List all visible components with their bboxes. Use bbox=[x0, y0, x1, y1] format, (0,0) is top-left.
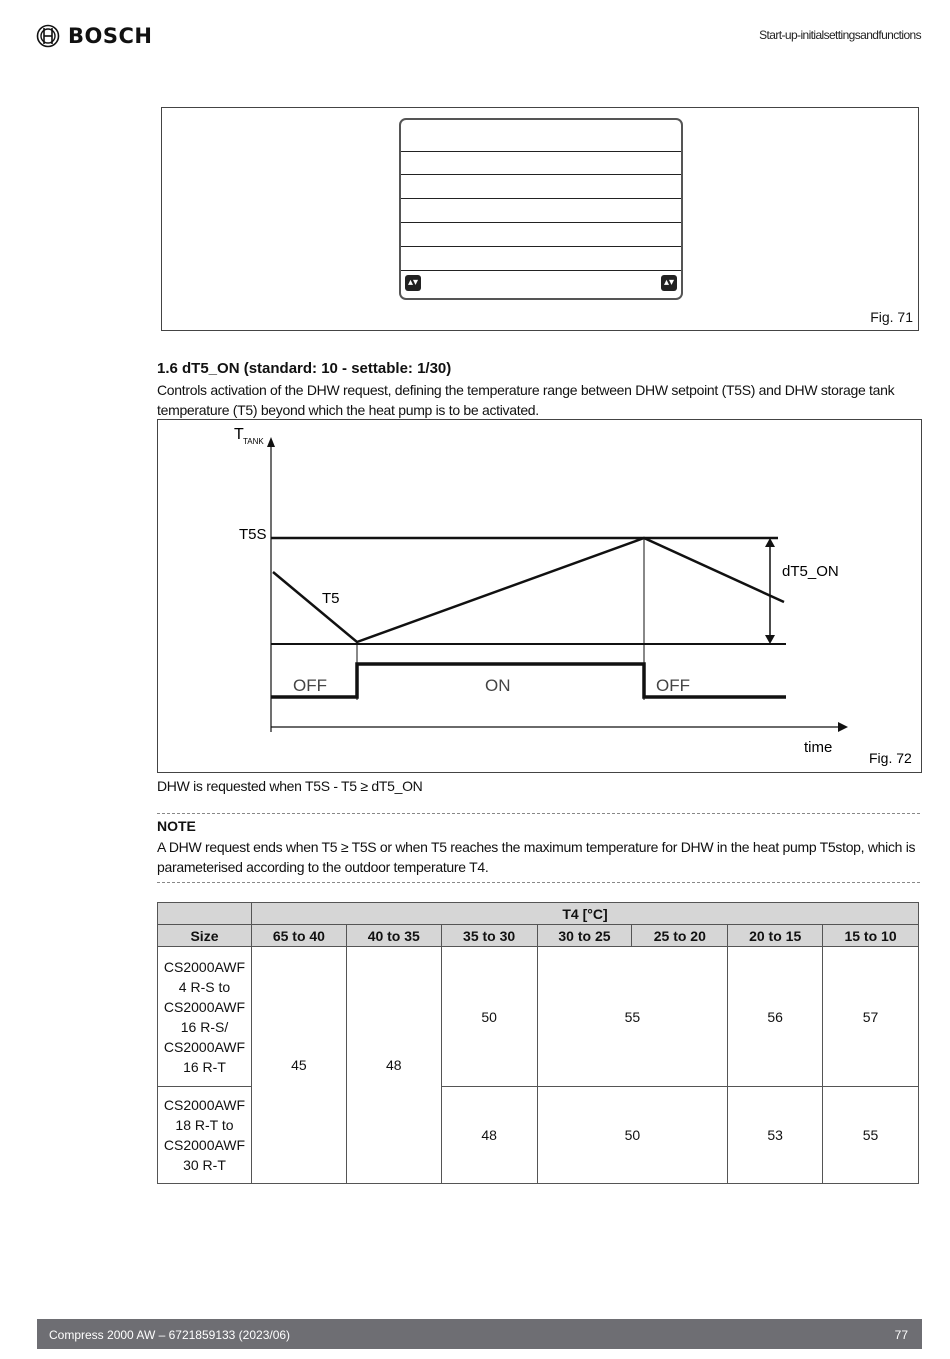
table-cell: 48 bbox=[346, 947, 441, 1184]
table-cell: 57 bbox=[823, 947, 919, 1087]
x-axis-arrow-icon bbox=[838, 722, 848, 732]
table-column-header-row bbox=[158, 925, 919, 947]
bosch-armature-icon bbox=[36, 24, 60, 48]
table-cell: 55 bbox=[823, 1087, 919, 1184]
controller-display-panel bbox=[399, 118, 683, 300]
note-text: A DHW request ends when T5 ≥ T5S or when T5 reaches the maximum temperature for DHW in the heat pump T5stop, which is parameterised according to the outdoor temperature T4. bbox=[157, 839, 916, 875]
table-header-blank bbox=[158, 903, 252, 925]
figure-72-label: Fig. 72 bbox=[869, 750, 912, 766]
table-header-size: Size bbox=[158, 925, 252, 947]
state-on: ON bbox=[485, 676, 511, 695]
state-off-2: OFF bbox=[656, 676, 690, 695]
request-condition-caption: DHW is requested when T5S - T5 ≥ dT5_ON bbox=[157, 778, 423, 794]
table-header-col: 20 to 15 bbox=[728, 925, 823, 947]
footer-page-number: 77 bbox=[894, 1328, 908, 1342]
table-header-col: 65 to 40 bbox=[251, 925, 346, 947]
t5-tank-temperature-curve bbox=[273, 538, 784, 642]
table-row bbox=[158, 947, 919, 1087]
table-cell: 53 bbox=[728, 1087, 823, 1184]
footer-document-id: Compress 2000 AW – 6721859133 (2023/06) bbox=[49, 1328, 291, 1342]
table-cell-size: CS2000AWF 4 R-S to CS2000AWF 16 R-S/ CS2000AWF 16 R-T bbox=[158, 947, 252, 1087]
dimension-arrow-down-icon bbox=[765, 635, 775, 644]
x-axis-label: time bbox=[804, 739, 833, 756]
table-cell: 55 bbox=[537, 947, 728, 1087]
page-footer bbox=[37, 1319, 922, 1349]
note-heading: NOTE bbox=[157, 818, 196, 834]
state-off-1: OFF bbox=[293, 676, 327, 695]
panel-row-divider bbox=[401, 174, 681, 175]
panel-row-divider bbox=[401, 270, 681, 271]
table-group-header: T4 [°C] bbox=[251, 903, 918, 925]
panel-row-divider bbox=[401, 151, 681, 152]
panel-row-divider bbox=[401, 222, 681, 223]
header-section-title: Start-up-initialsettingsandfunctions bbox=[759, 28, 921, 42]
figure-72 bbox=[157, 419, 922, 773]
note-divider-top bbox=[157, 813, 920, 814]
table-header-col: 40 to 35 bbox=[346, 925, 441, 947]
panel-row-divider bbox=[401, 246, 681, 247]
figure-71 bbox=[161, 107, 919, 331]
brand-logo bbox=[36, 24, 152, 48]
panel-row-divider bbox=[401, 198, 681, 199]
section-title: 1.6 dT5_ON (standard: 10 - settable: 1/30) bbox=[157, 360, 452, 377]
table-header-col: 15 to 10 bbox=[823, 925, 919, 947]
table-header-col: 25 to 20 bbox=[632, 925, 728, 947]
y-axis-subscript: TANK bbox=[243, 437, 264, 446]
table-cell: 48 bbox=[441, 1087, 537, 1184]
table-header-col: 35 to 30 bbox=[441, 925, 537, 947]
table-cell: 56 bbox=[728, 947, 823, 1087]
dhw-hysteresis-diagram bbox=[158, 420, 923, 774]
table-header-row bbox=[158, 903, 919, 925]
t5stop-table bbox=[157, 902, 919, 1184]
scroll-up-down-icon-left[interactable]: ▴▾ bbox=[405, 275, 421, 291]
table-cell-size: CS2000AWF 18 R-T to CS2000AWF 30 R-T bbox=[158, 1087, 252, 1184]
figure-71-label: Fig. 71 bbox=[870, 309, 913, 325]
section-description: Controls activation of the DHW request, defining the temperature range between DHW setpoint (T5S) and DHW storage tank temperature (T5) beyond which the heat pump is to be activated. bbox=[157, 382, 895, 418]
y-axis-arrow-icon bbox=[267, 437, 275, 447]
brand-name: BOSCH bbox=[68, 24, 153, 48]
note-divider-bottom bbox=[157, 882, 920, 883]
t5s-label: T5S bbox=[239, 526, 267, 543]
table-cell: 50 bbox=[537, 1087, 728, 1184]
dt5-on-label: dT5_ON bbox=[782, 563, 839, 580]
table-cell: 45 bbox=[251, 947, 346, 1184]
t5-label: T5 bbox=[322, 590, 340, 607]
dhw-request-signal bbox=[271, 664, 786, 697]
table-header-col: 30 to 25 bbox=[537, 925, 632, 947]
y-axis-label: T bbox=[234, 426, 244, 443]
scroll-up-down-icon-right[interactable]: ▴▾ bbox=[661, 275, 677, 291]
dimension-arrow-up-icon bbox=[765, 538, 775, 547]
table-cell: 50 bbox=[441, 947, 537, 1087]
